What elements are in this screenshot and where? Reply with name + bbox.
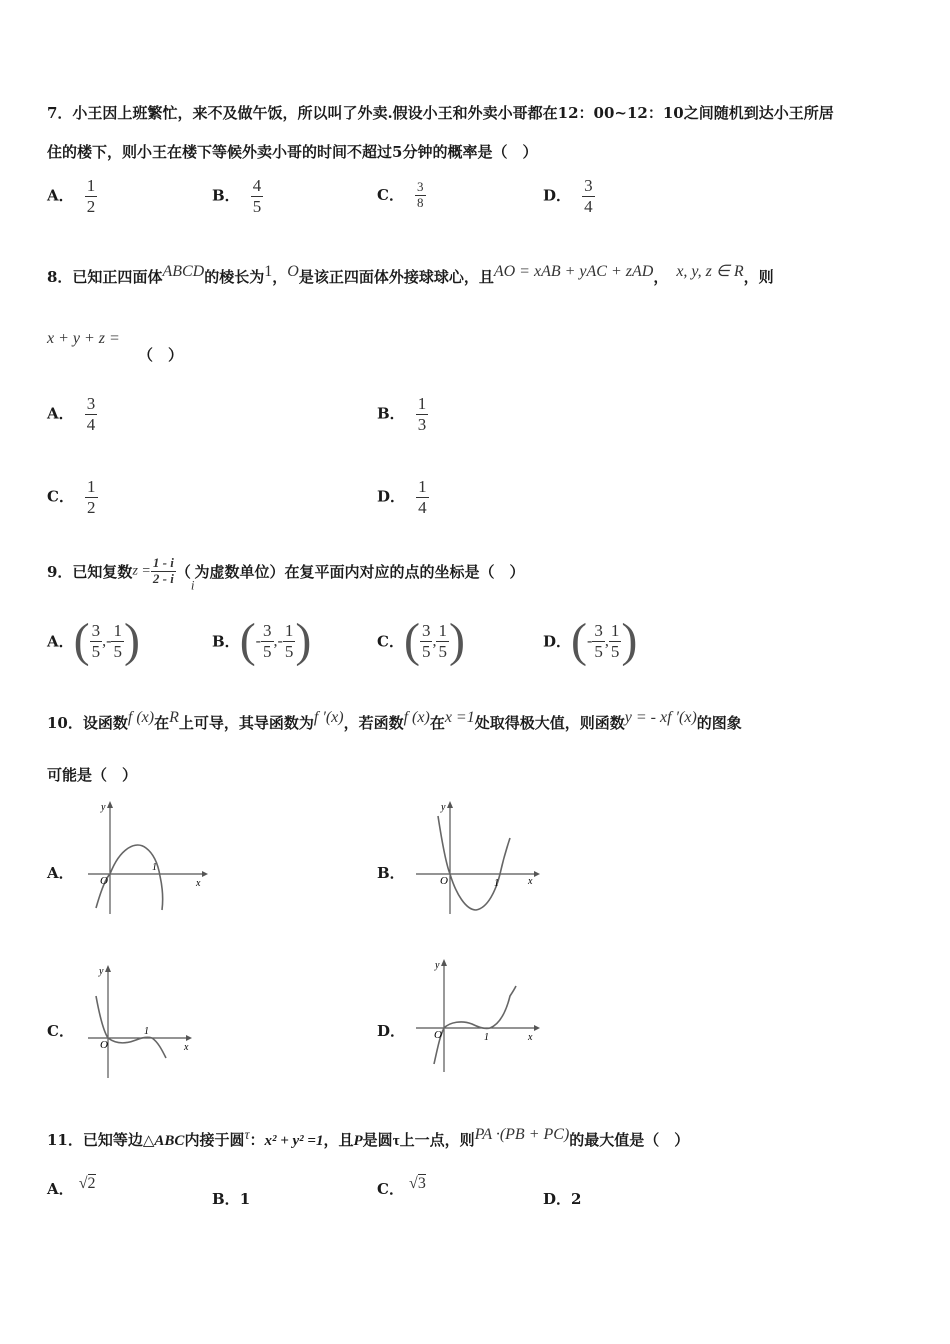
- option-value: 1: [239, 1190, 251, 1208]
- option-label: A．: [47, 632, 74, 651]
- sqrt-value: √2: [78, 1175, 96, 1192]
- svg-text:O: O: [434, 1029, 442, 1041]
- option-label: A．: [47, 186, 74, 205]
- complex-fraction: $\frac{1 - i}{2 - i}$: [152, 555, 174, 586]
- svg-text:O: O: [100, 875, 108, 887]
- svg-text:1: 1: [494, 878, 499, 889]
- option-label: A．: [47, 404, 74, 423]
- y-axis-arrow: [441, 959, 447, 966]
- svg-text:1: 1: [152, 862, 157, 873]
- dot-product-expression: PA ·(PB + PC): [474, 1126, 570, 1143]
- q8-option-d[interactable]: [377, 477, 429, 517]
- option-label: B．: [212, 1190, 240, 1208]
- q8-option-c[interactable]: [47, 477, 98, 517]
- option-label: C．: [377, 185, 404, 204]
- q8-answer-paren: （ ）: [138, 346, 184, 364]
- svg-text:y: y: [435, 960, 440, 971]
- y-axis-arrow: [107, 801, 113, 808]
- curve: [434, 986, 516, 1064]
- option-label: C．: [377, 1180, 404, 1198]
- svg-text:1: 1: [144, 1026, 149, 1037]
- option-label: D．: [543, 186, 572, 205]
- option-label: B．: [212, 632, 240, 651]
- q9-option-b[interactable]: B．(- $\frac{3}{5}$ ,- $\frac{1}{5}$ ): [212, 614, 312, 667]
- option-label: C．: [47, 487, 74, 506]
- option-label: A．: [47, 1180, 74, 1198]
- svg-text:O: O: [100, 1039, 108, 1051]
- option-fraction: $\frac{3}{8}$: [417, 179, 424, 210]
- option-fraction: $\frac{1}{4}$: [418, 477, 427, 517]
- svg-text:O: O: [440, 875, 448, 887]
- option-label: D．: [543, 1190, 572, 1208]
- vector-equation: AO = xAB + yAC + zAD: [493, 263, 654, 280]
- svg-text:y: y: [101, 802, 106, 813]
- svg-text:x: x: [196, 878, 201, 889]
- q9-stem: 9．已知复数z = $\frac{1 - i}{2 - i}$ （i为虚数单位）在复平面内对应的点的坐标是（ ）: [47, 555, 525, 593]
- option-label: C．: [377, 632, 404, 651]
- q10-stem-line1: 10．设函数f (x)在R上可导，其导函数为f ′(x)，若函数f (x)在x =1处取得极大值，则函数y = - xf ′(x)的图象: [47, 709, 742, 732]
- q7-option-d[interactable]: [543, 176, 595, 216]
- q10-option-d-graph[interactable]: [410, 956, 540, 1076]
- q9-option-c[interactable]: C．( $\frac{3}{5}$ , $\frac{1}{5}$ ): [377, 614, 465, 667]
- q10-option-c-label[interactable]: C．: [47, 1022, 74, 1040]
- q11-option-d[interactable]: [543, 1188, 581, 1209]
- q9-option-d[interactable]: D．(- $\frac{3}{5}$ , $\frac{1}{5}$ ): [543, 614, 638, 667]
- q10-option-a-graph[interactable]: [88, 798, 208, 918]
- q10-option-c-graph[interactable]: [86, 962, 196, 1082]
- option-label: B．: [377, 404, 405, 423]
- q10-option-b-label[interactable]: B．: [377, 864, 405, 882]
- option-label: B．: [212, 186, 240, 205]
- curve: [438, 816, 510, 910]
- option-fraction: $\frac{1}{3}$: [417, 394, 427, 434]
- q7-option-c[interactable]: [377, 180, 426, 211]
- x-axis-arrow: [202, 871, 208, 877]
- q11-option-c[interactable]: [377, 1175, 426, 1199]
- y-axis-arrow: [447, 801, 453, 808]
- q8-option-b[interactable]: [377, 394, 428, 434]
- option-fraction: $\frac{3}{4}$: [584, 176, 593, 216]
- q11-stem: 11．已知等边△ABC内接于圆τ：x² + y² =1，且P是圆τ上一点，则PA ·(PB + PC)的最大值是（ ）: [47, 1126, 690, 1149]
- sqrt-value: √3: [409, 1175, 426, 1192]
- q11-option-b[interactable]: [212, 1188, 250, 1209]
- q9-option-a[interactable]: A．( $\frac{3}{5}$ ,- $\frac{1}{5}$ ): [47, 614, 140, 667]
- q8-option-a[interactable]: [47, 394, 97, 434]
- option-fraction: $\frac{4}{5}$: [252, 176, 262, 216]
- option-fraction: $\frac{3}{4}$: [86, 394, 96, 434]
- q10-option-b-graph[interactable]: [410, 798, 540, 918]
- option-label: D．: [543, 632, 572, 651]
- y-axis-arrow: [105, 965, 111, 972]
- q7-option-a[interactable]: [47, 176, 97, 216]
- sqrt-icon: √: [78, 1175, 88, 1192]
- q11-option-a[interactable]: [47, 1175, 96, 1199]
- svg-text:1: 1: [484, 1032, 489, 1043]
- x-axis-arrow: [186, 1035, 192, 1041]
- q7-stem-line2: 住的楼下，则小王在楼下等候外卖小哥的时间不超过5分钟的概率是（ ）: [47, 143, 538, 161]
- sqrt-icon: √: [409, 1175, 418, 1192]
- q8-stem-line2: x + y + z =: [47, 330, 120, 347]
- q10-option-a-label[interactable]: A．: [47, 864, 74, 882]
- option-fraction: $\frac{1}{2}$: [86, 176, 96, 216]
- q8-stem-line1: 8．已知正四面体ABCD的棱长为1，O是该正四面体外接球球心，且AO = xAB + yAC + zAD， x, y, z ∈ R，则: [47, 263, 774, 286]
- option-label: D．: [377, 487, 406, 506]
- svg-text:x: x: [528, 1032, 533, 1043]
- q10-stem-line2: 可能是（ ）: [47, 766, 138, 784]
- option-value: 2: [571, 1190, 582, 1208]
- svg-text:y: y: [99, 966, 104, 977]
- x-axis-arrow: [534, 1025, 540, 1031]
- svg-text:y: y: [441, 802, 446, 813]
- option-fraction: $\frac{1}{2}$: [87, 477, 96, 517]
- q7-option-b[interactable]: [212, 176, 263, 216]
- svg-text:x: x: [528, 876, 533, 887]
- svg-text:x: x: [184, 1042, 189, 1053]
- q10-option-d-label[interactable]: D．: [377, 1022, 406, 1040]
- x-axis-arrow: [534, 871, 540, 877]
- q7-stem-line1: 7．小王因上班繁忙，来不及做午饭，所以叫了外卖.假设小王和外卖小哥都在12：00~12：10之间随机到达小王所居: [47, 104, 834, 122]
